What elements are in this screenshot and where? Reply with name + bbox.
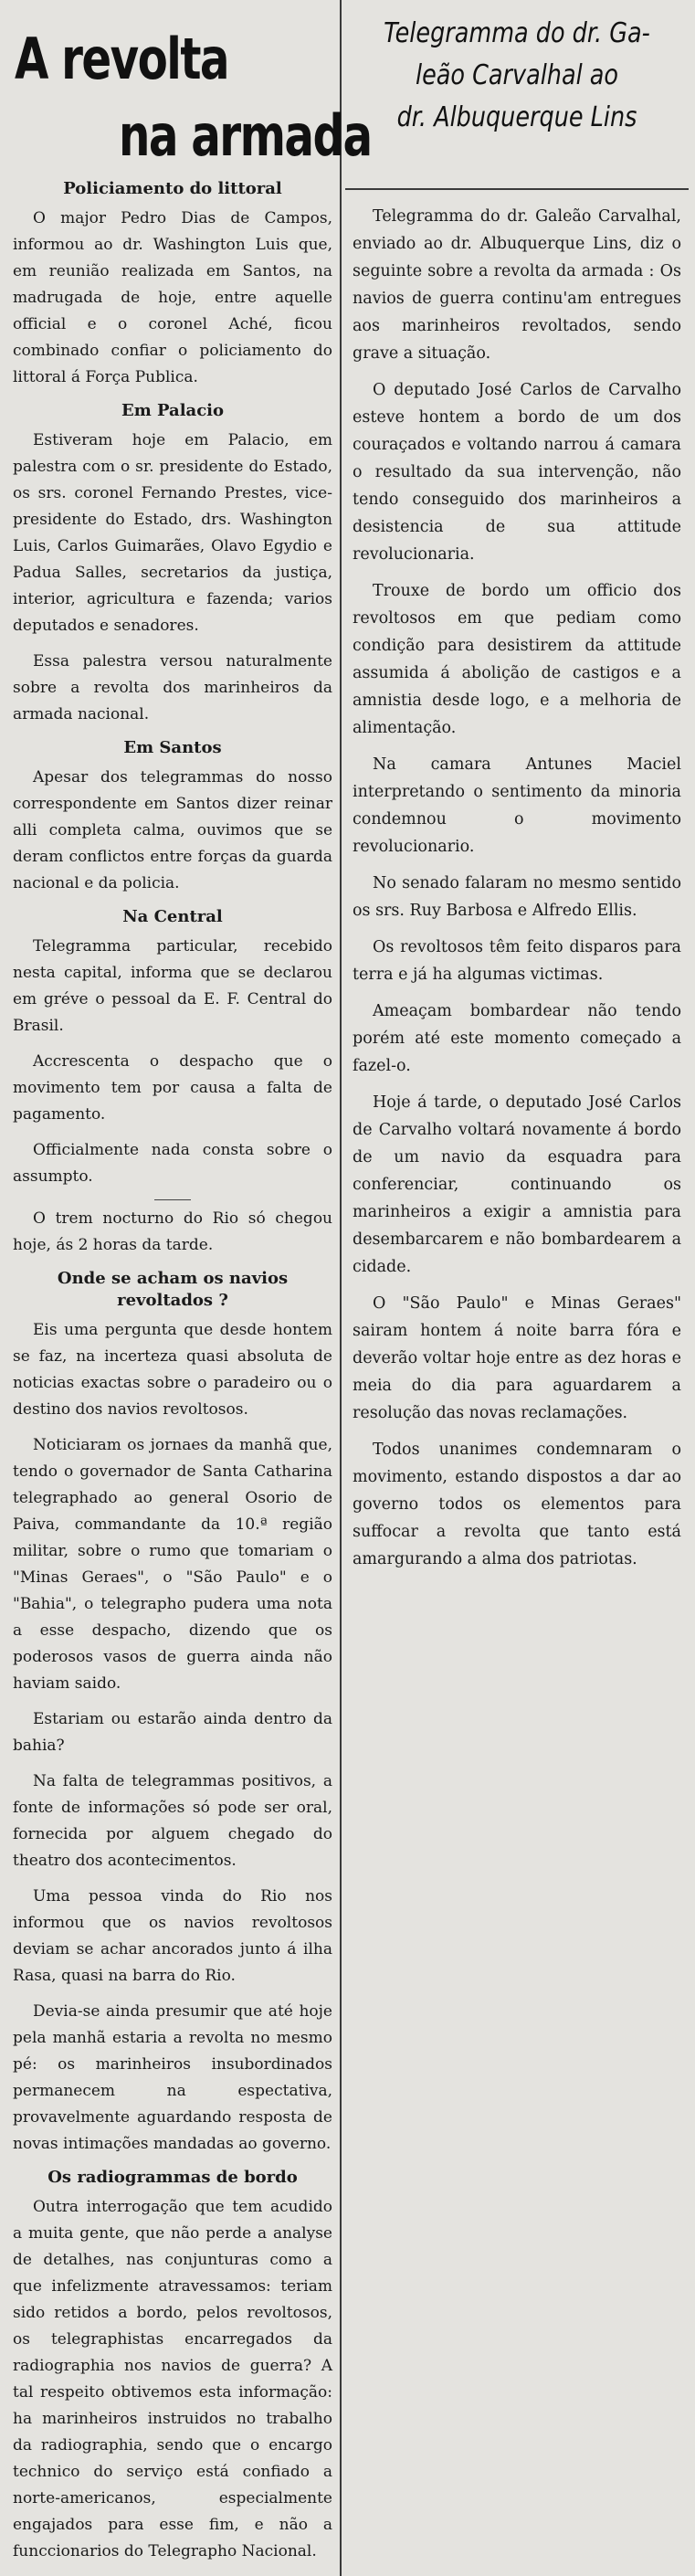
article-section [5,1199,340,1259]
telegram-body [345,190,689,1573]
article-section [5,178,340,391]
section-heading: Policiamento do littoral [63,179,282,198]
article-section [5,906,340,1190]
telegram-paragraph: Na camara Antunes Maciel interpretando o sentimento da minoria condemnou o movimento revolucionario. [353,755,681,856]
telegram-title-line: Telegramma do dr. Ga- [384,17,650,49]
article-paragraph: Eis uma pergunta que desde hontem se faz, na incerteza quasi absoluta de noticias exactas sobre o paradeiro ou o destino dos navios revoltosos. [13,1321,332,1419]
left-sections [5,178,340,2565]
article-section [5,737,340,897]
telegram-paragraph: O deputado José Carlos de Carvalho esteve hontem a bordo de um dos couraçados e voltando narrou á camara o resultado da sua intervenção, não tendo conseguido dos marinheiros a desistencia de sua attitude revolucionaria. [353,381,681,564]
article-section [5,1268,340,2158]
telegram-paragraph: Os revoltosos têm feito disparos para terra e já ha algumas victimas. [353,938,681,984]
article-paragraph: Estariam ou estarão ainda dentro da bahia? [13,1710,332,1755]
telegram-title-line: dr. Albuquerque Lins [396,101,637,133]
article-section [5,400,340,728]
article-paragraph: Outra interrogação que tem acudido a muita gente, que não perde a analyse de detalhes, nas conjunturas como a que infelizmente atravessamos: teriam sido retidos a bordo, pelos revoltosos, os telegraphistas encarregados da radiographia nos navios de guerra? A tal respeito obtivemos esta informação: ha marinheiros instruidos no trabalho da radiographia, sendo que o encargo technico do serviço está confiado a norte-americanos, especialmente engajados para esse fim, e não a funccionarios do Telegrapho Nacional. [13,2198,332,2560]
telegram-paragraph: O "São Paulo" e Minas Geraes" sairam hontem á noite barra fóra e deverão voltar hoje entre as dez horas e meia do dia para aguardarem a resolução das novas reclamações. [353,1294,681,1422]
article-paragraph: Officialmente nada consta sobre o assumpto. [13,1141,332,1186]
article-paragraph: Estiveram hoje em Palacio, em palestra com o sr. presidente do Estado, os srs. coronel Fernando Prestes, vice-presidente do Estado, drs. Washington Luis, Carlos Guimarães, Olavo Egydio e Padua Salles, secretarios da justiça, interior, agricultura e fazenda; varios deputados e senadores. [13,431,332,635]
telegram-title-line: leão Carvalhal ao [415,59,619,91]
article-paragraph: Uma pessoa vinda do Rio nos informou que os navios revoltosos deviam se achar ancorados junto á ilha Rasa, quasi na barra do Rio. [13,1887,332,1985]
section-heading: Onde se acham os navios revoltados ? [57,1269,289,1310]
article-paragraph: Essa palestra versou naturalmente sobre a revolta dos marinheiros da armada nacional. [13,652,332,723]
article-paragraph: O major Pedro Dias de Campos, informou ao dr. Washington Luis que, em reunião realizada em Santos, na madrugada de hoje, entre aquelle official e o coronel Aché, ficou combinado confiar o policiamento do littoral á Força Publica. [13,209,332,386]
article-paragraph: Noticiaram os jornaes da manhã que, tendo o governador de Santa Catharina telegraphado ao general Osorio de Paiva, commandante da 10.ª região militar, sobre o rumo que tomariam o "Minas Geraes", o "São Paulo" e o "Bahia", o telegrapho pudera uma nota a esse despacho, dizendo que os poderosos vasos de guerra ainda não haviam saido. [13,1436,332,1693]
separator-rule [154,1199,191,1200]
right-column [345,0,689,1568]
headline-line-1: A revolta [15,26,228,92]
article-paragraph: Telegramma particular, recebido nesta capital, informa que se declarou em gréve o pessoal da E. F. Central do Brasil. [13,937,332,1035]
article-section [5,2167,340,2565]
section-heading: Na Central [122,907,223,926]
headline-line-2: na armada [119,102,372,169]
headline [5,0,372,169]
article-paragraph: Na falta de telegrammas positivos, a fonte de informações só pode ser oral, fornecida por alguem chegado do theatro dos acontecimentos. [13,1772,332,1870]
telegram-title [345,0,689,190]
section-heading: Em Palacio [121,401,225,420]
section-heading: Os radiogrammas de bordo [47,2168,298,2187]
telegram-paragraph: No senado falaram no mesmo sentido os srs. Ruy Barbosa e Alfredo Ellis. [353,874,681,920]
telegram-paragraph: Hoje á tarde, o deputado José Carlos de Carvalho voltará novamente á bordo de um navio da esquadra para conferenciar, continuando os marinheiros a exigir a amnistia para desembarcarem e não bombardearem a cidade. [353,1093,681,1276]
section-heading: Em Santos [123,738,222,757]
telegram-paragraph: Telegramma do dr. Galeão Carvalhal, enviado ao dr. Albuquerque Lins, diz o seguinte sobre a revolta da armada : Os navios de guerra continu'am entregues aos marinheiros revoltados, sendo grave a situação. [353,207,681,363]
article-paragraph: Accrescenta o despacho que o movimento tem por causa a falta de pagamento. [13,1052,332,1124]
telegram-paragraph: Trouxe de bordo um officio dos revoltosos em que pediam como condição para desistirem da attitude assumida á abolição de castigos e a amnistia desde logo, e a melhoria de alimentação. [353,582,681,737]
article-paragraph: O trem nocturno do Rio só chegou hoje, ás 2 horas da tarde. [13,1209,332,1254]
telegram-paragraph: Ameaçam bombardear não tendo porém até este momento começado a fazel-o. [353,1002,681,1075]
article-paragraph: Apesar dos telegrammas do nosso correspondente em Santos dizer reinar alli completa calma, ouvimos que se deram conflictos entre forças da guarda nacional e da policia. [13,768,332,892]
left-column [5,0,372,2576]
article-paragraph: Devia-se ainda presumir que até hoje pela manhã estaria a revolta no mesmo pé: os marinheiros insubordinados permanecem na espectativa, provavelmente aguardando resposta de novas intimações mandadas ao governo. [13,2002,332,2153]
telegram-paragraph: Todos unanimes condemnaram o movimento, estando dispostos a dar ao governo todos os elementos para suffocar a revolta que tanto está amargurando a alma dos patriotas. [353,1441,681,1568]
